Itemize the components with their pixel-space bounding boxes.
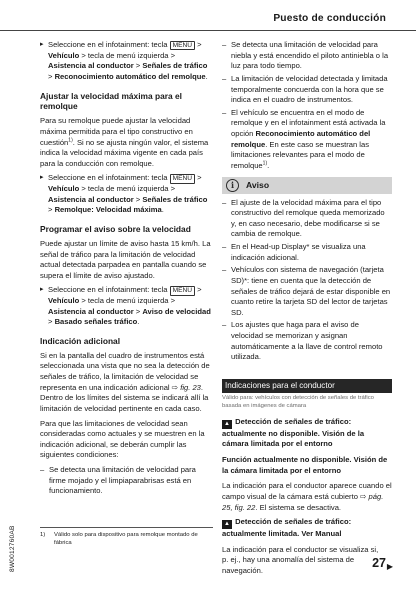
condition-item: – Se detecta una limitación de velocidad para niebla y está encendido el piloto antiniebla o la luz para todo tiempo. xyxy=(222,40,392,72)
camera-warning-icon: ▲ xyxy=(222,520,232,529)
heading-indicacion: Indicación adicional xyxy=(40,335,121,346)
page-header-title: Puesto de conducción xyxy=(273,13,386,24)
instruction-speed-warning: ▸ Seleccione en el infotainment: tecla MENU > Vehículo > tecla de menú izquierda > Asistencia al conductor > Aviso de velocidad > Basado señales tráfico. xyxy=(40,285,213,328)
page-header xyxy=(0,0,416,31)
page-reference[interactable]: ⇨ pág. 25, fig. 22 xyxy=(222,491,384,512)
message-heading: Función actualmente no disponible. Visión de la cámara limitada por el entorno xyxy=(222,455,388,475)
instruction-auto-trailer: ▸ Seleccione en el infotainment: tecla MENU > Vehículo > tecla de menú izquierda > Asistencia al conductor > Señales de tráfico > Reconocimiento automático del remolque. xyxy=(40,40,213,83)
left-column xyxy=(40,40,213,499)
aviso-item: – Vehículos con sistema de navegación (tarjeta SD)*: tiene en cuenta que la detección de señales de tráfico dejará de estar disponible en cuanto retire la tarjeta SD del lector de tarjetas SD. xyxy=(222,265,392,318)
figure-reference[interactable]: ⇨ fig. 23 xyxy=(171,382,201,392)
document-code: 8W0012760AB xyxy=(9,525,16,572)
heading-ajustar: Ajustar la velocidad máxima para el remolque xyxy=(40,90,182,112)
right-column xyxy=(222,40,392,581)
paragraph-condiciones: Para que las limitaciones de velocidad sean consideradas como actuales y se muestren en la indicación adicional, se deberán cumplir las siguientes condiciones: xyxy=(40,418,205,460)
condition-item: – El vehículo se encuentra en el modo de remolque y en el infotainment está activada la opción Reconocimiento automático del remolque. En este caso se muestran las limitaciones relevantes para el modo de remolque$^{1)}$. xyxy=(222,108,392,172)
paragraph-indicacion: Si en la pantalla del cuadro de instrumentos está seleccionada una vista que no sea la detección de señales de tráfico, la limitación de velocidad se representa en una indicación adicional ⇨ fig. 23. Dentro de los límites del sistema se indicará allí la limitación de velocidad pertinente en cada caso. xyxy=(40,350,210,413)
menu-key-icon: MENU xyxy=(170,286,195,296)
continue-arrow-icon: ▶ xyxy=(386,561,393,571)
paragraph-navigation: La indicación para el conductor se visualiza si, p. ej., hay una anomalía del sistema de navegación. ▶ xyxy=(222,544,393,576)
aviso-item: – El ajuste de la velocidad máxima para el tipo constructivo del remolque queda memorizado y, en caso necesario, debe modificarse si se cambia de remolque. xyxy=(222,198,392,241)
aviso-box-header xyxy=(222,177,392,194)
info-icon: i xyxy=(226,179,239,192)
paragraph-ajustar: Para su remolque puede ajustar la velocidad máxima permitida para el tipo constructivo en cuestión$^{1)}$. Si no se ajusta ningún valor, el sistema indica la velocidad máxima vigente en cada país para la conducción con remolque. xyxy=(40,116,209,168)
heading-programar: Programar el aviso sobre la velocidad xyxy=(40,223,191,234)
footnote: 1) Válido solo para dispositivo para remolque montado de fábrica xyxy=(40,532,198,547)
camera-warning-icon: ▲ xyxy=(222,420,232,429)
condition-item: – La limitación de velocidad detectada y limitada temporalmente concuerda con la hora que se indica en el cuadro de instrumentos. xyxy=(222,74,392,106)
aviso-item: – En el Head-up Display* se visualiza una indicación adicional. xyxy=(222,242,392,263)
footnote-divider xyxy=(40,527,213,528)
message-heading: ▲ Detección de señales de tráfico: actualmente limitada. Ver Manual xyxy=(222,517,352,539)
message-heading: ▲ Detección de señales de tráfico: actualmente no disponible. Visión de la cámara limitada por el entorno xyxy=(222,416,365,449)
condition-item: – Se detecta una limitación de velocidad para firme mojado y el limpiaparabrisas está en funcionamiento. xyxy=(40,465,213,497)
menu-key-icon: MENU xyxy=(170,174,195,184)
paragraph-programar: Puede ajustar un límite de aviso hasta 15 km/h. La señal de tráfico para la limitación de velocidad actual detectada parpadea en pantalla cuando se supera el límite de aviso ajustado. xyxy=(40,238,211,280)
aviso-list xyxy=(222,198,392,363)
menu-key-icon: MENU xyxy=(170,41,195,51)
instruction-max-speed: ▸ Seleccione en el infotainment: tecla MENU > Vehículo > tecla de menú izquierda > Asistencia al conductor > Señales de tráfico > Remolque: Velocidad máxima. xyxy=(40,173,213,216)
aviso-title: Aviso xyxy=(246,179,270,190)
section-title-indicaciones: Indicaciones para el conductor xyxy=(222,379,392,393)
page-number: 27 xyxy=(372,556,386,570)
aviso-item: – Los ajustes que haga para el aviso de velocidad se memorizan y asignan automáticamente a la llave de control remoto utilizada. xyxy=(222,320,392,363)
paragraph-camera: La indicación para el conductor aparece cuando el campo visual de la cámara está cubierto ⇨ pág. 25, fig. 22. El sistema se desactiva. xyxy=(222,481,392,512)
validity-note: Válido para: vehículos con detección de señales de tráfico basada en imágenes de cámara xyxy=(222,394,374,409)
